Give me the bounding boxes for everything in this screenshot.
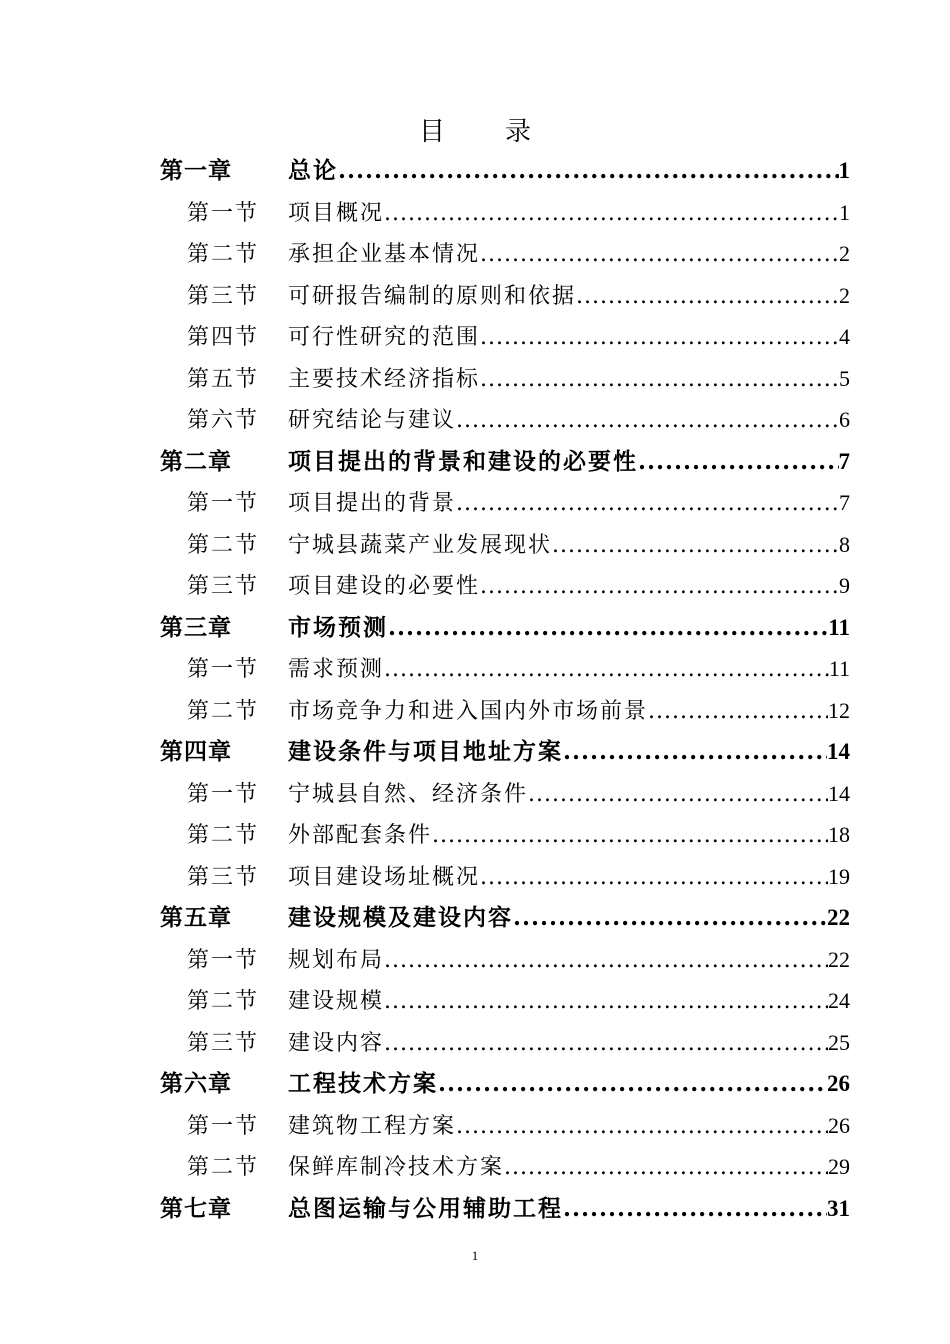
toc-entry-title: 市场竞争力和进入国内外市场前景: [288, 698, 649, 724]
toc-dot-leader: [388, 607, 828, 649]
toc-entry-number: 第二节: [187, 698, 260, 724]
toc-entry-title: 建设规模及建设内容: [288, 904, 513, 931]
toc-chapter-entry[interactable]: [160, 150, 850, 192]
toc-entry-title: 保鲜库制冷技术方案: [288, 1155, 505, 1180]
toc-entry-title: 建设条件与项目地址方案: [288, 738, 563, 765]
toc-dot-leader: [638, 441, 839, 483]
toc-entry-number: 第一节: [187, 491, 260, 516]
toc-dot-leader: [480, 317, 839, 358]
toc-dot-leader: [528, 774, 828, 815]
toc-entry-number: 第六章: [160, 1070, 232, 1097]
toc-entry-title: 建设内容: [288, 1030, 385, 1056]
toc-section-entry[interactable]: [160, 399, 850, 441]
toc-section-entry[interactable]: [160, 773, 850, 815]
toc-entry-title: 项目建设场址概况: [288, 864, 481, 890]
toc-section-entry[interactable]: [160, 524, 850, 566]
toc-entry-page: 24: [828, 988, 850, 1013]
toc-entry-page: 4: [839, 324, 850, 349]
toc-section-entry[interactable]: [160, 939, 850, 981]
toc-entry-page: 2: [839, 282, 850, 308]
toc-entry-page: 11: [828, 656, 850, 681]
toc-section-entry[interactable]: [160, 648, 850, 690]
toc-entry-number: 第一章: [160, 157, 232, 184]
toc-entry-page: 7: [838, 448, 850, 474]
toc-section-entry[interactable]: [160, 358, 850, 400]
toc-entry-title: 总图运输与公用辅助工程: [288, 1194, 563, 1222]
table-of-contents: [160, 150, 850, 1229]
toc-section-entry[interactable]: [160, 482, 850, 524]
toc-entry-title: 规划布局: [288, 947, 385, 973]
toc-entry-title: 承担企业基本情况: [288, 242, 481, 267]
toc-entry-number: 第一节: [187, 200, 260, 226]
toc-entry-title: 需求预测: [288, 657, 385, 682]
toc-entry-number: 第三节: [187, 864, 260, 890]
toc-entry-title: 可行性研究的范围: [288, 325, 481, 350]
toc-entry-title: 可研报告编制的原则和依据: [288, 283, 577, 309]
toc-section-entry[interactable]: [160, 565, 850, 607]
toc-chapter-entry[interactable]: [160, 897, 850, 939]
toc-entry-page: 9: [839, 573, 850, 598]
toc-entry-number: 第四节: [187, 325, 260, 350]
toc-entry-title: 项目提出的背景: [288, 491, 457, 516]
toc-entry-page: 12: [828, 697, 850, 723]
toc-section-entry[interactable]: [160, 233, 850, 275]
toc-entry-number: 第四章: [160, 738, 232, 765]
toc-entry-title: 主要技术经济指标: [288, 366, 481, 392]
toc-entry-page: 5: [839, 365, 850, 391]
toc-section-entry[interactable]: [160, 1022, 850, 1064]
toc-section-entry[interactable]: [160, 690, 850, 732]
toc-dot-leader: [384, 981, 828, 1022]
toc-chapter-entry[interactable]: [160, 1188, 850, 1230]
toc-dot-leader: [456, 483, 839, 524]
toc-entry-number: 第五节: [187, 366, 260, 392]
toc-dot-leader: [563, 731, 827, 773]
toc-entry-title: 宁城县自然、经济条件: [288, 781, 529, 807]
toc-entry-title: 项目建设的必要性: [288, 574, 481, 599]
toc-entry-number: 第三节: [187, 574, 260, 599]
toc-entry-title: 建筑物工程方案: [288, 1113, 457, 1139]
toc-section-entry[interactable]: [160, 1105, 850, 1147]
toc-entry-page: 25: [828, 1029, 850, 1055]
toc-entry-title: 研究结论与建议: [288, 408, 457, 433]
toc-entry-number: 第三节: [187, 283, 260, 309]
toc-entry-page: 8: [839, 531, 850, 557]
page-title: 目录: [418, 117, 591, 147]
toc-entry-number: 第六节: [187, 408, 260, 433]
toc-section-entry[interactable]: [160, 980, 850, 1022]
toc-entry-number: 第七章: [160, 1194, 232, 1222]
toc-dot-leader: [552, 525, 839, 566]
toc-entry-page: 6: [839, 407, 850, 432]
toc-entry-title: 项目概况: [288, 200, 385, 226]
toc-dot-leader: [480, 234, 839, 275]
toc-section-entry[interactable]: [160, 316, 850, 358]
toc-dot-leader: [480, 566, 839, 607]
toc-entry-title: 工程技术方案: [288, 1070, 438, 1097]
toc-entry-page: 26: [828, 1112, 850, 1138]
toc-dot-leader: [456, 1106, 828, 1147]
toc-entry-page: 26: [827, 1071, 850, 1096]
toc-section-entry[interactable]: [160, 192, 850, 234]
toc-entry-page: 14: [828, 780, 850, 806]
toc-section-entry[interactable]: [160, 1146, 850, 1188]
toc-chapter-entry[interactable]: [160, 441, 850, 483]
toc-entry-number: 第二节: [187, 989, 260, 1014]
toc-entry-title: 建设规模: [288, 989, 385, 1014]
toc-dot-leader: [513, 897, 827, 939]
toc-entry-page: 31: [827, 1195, 850, 1221]
toc-chapter-entry[interactable]: [160, 1063, 850, 1105]
toc-dot-leader: [432, 815, 828, 856]
toc-entry-title: 宁城县蔬菜产业发展现状: [288, 532, 553, 558]
toc-section-entry[interactable]: [160, 814, 850, 856]
toc-entry-title: 项目提出的背景和建设的必要性: [288, 447, 638, 475]
toc-dot-leader: [504, 1147, 828, 1188]
toc-entry-page: 29: [828, 1154, 850, 1179]
toc-dot-leader: [384, 193, 839, 234]
toc-dot-leader: [384, 940, 828, 981]
toc-entry-page: 22: [827, 905, 850, 930]
toc-entry-number: 第二章: [160, 447, 232, 475]
toc-dot-leader: [576, 276, 839, 317]
toc-entry-title: 总论: [288, 157, 338, 184]
toc-entry-page: 14: [827, 739, 850, 764]
toc-dot-leader: [480, 857, 828, 898]
toc-section-entry[interactable]: [160, 856, 850, 898]
toc-entry-number: 第一节: [187, 947, 260, 973]
toc-entry-page: 22: [828, 946, 850, 972]
toc-entry-number: 第二节: [187, 823, 260, 848]
toc-dot-leader: [480, 359, 839, 400]
toc-entry-page: 1: [838, 158, 850, 183]
toc-entry-number: 第三章: [160, 613, 232, 641]
toc-entry-page: 19: [828, 863, 850, 889]
toc-entry-page: 11: [828, 614, 850, 640]
toc-entry-number: 第三节: [187, 1030, 260, 1056]
toc-entry-title: 外部配套条件: [288, 823, 433, 848]
toc-entry-page: 7: [839, 490, 850, 515]
footer-page-number: 1: [471, 1248, 479, 1263]
toc-entry-number: 第一节: [187, 657, 260, 682]
toc-dot-leader: [563, 1188, 827, 1230]
toc-entry-title: 市场预测: [288, 613, 388, 641]
toc-dot-leader: [384, 649, 829, 690]
toc-entry-number: 第五章: [160, 904, 232, 931]
toc-chapter-entry[interactable]: [160, 607, 850, 649]
toc-section-entry[interactable]: [160, 275, 850, 317]
toc-entry-page: 2: [839, 241, 850, 266]
toc-chapter-entry[interactable]: [160, 731, 850, 773]
toc-entry-number: 第二节: [187, 1155, 260, 1180]
toc-dot-leader: [648, 691, 828, 732]
toc-dot-leader: [384, 1023, 828, 1064]
toc-entry-number: 第一节: [187, 1113, 260, 1139]
toc-dot-leader: [338, 150, 839, 192]
toc-entry-number: 第二节: [187, 532, 260, 558]
toc-entry-number: 第一节: [187, 781, 260, 807]
toc-entry-number: 第二节: [187, 242, 260, 267]
toc-entry-page: 1: [839, 199, 850, 225]
toc-dot-leader: [456, 400, 839, 441]
toc-dot-leader: [438, 1063, 827, 1105]
toc-entry-page: 18: [828, 822, 850, 847]
